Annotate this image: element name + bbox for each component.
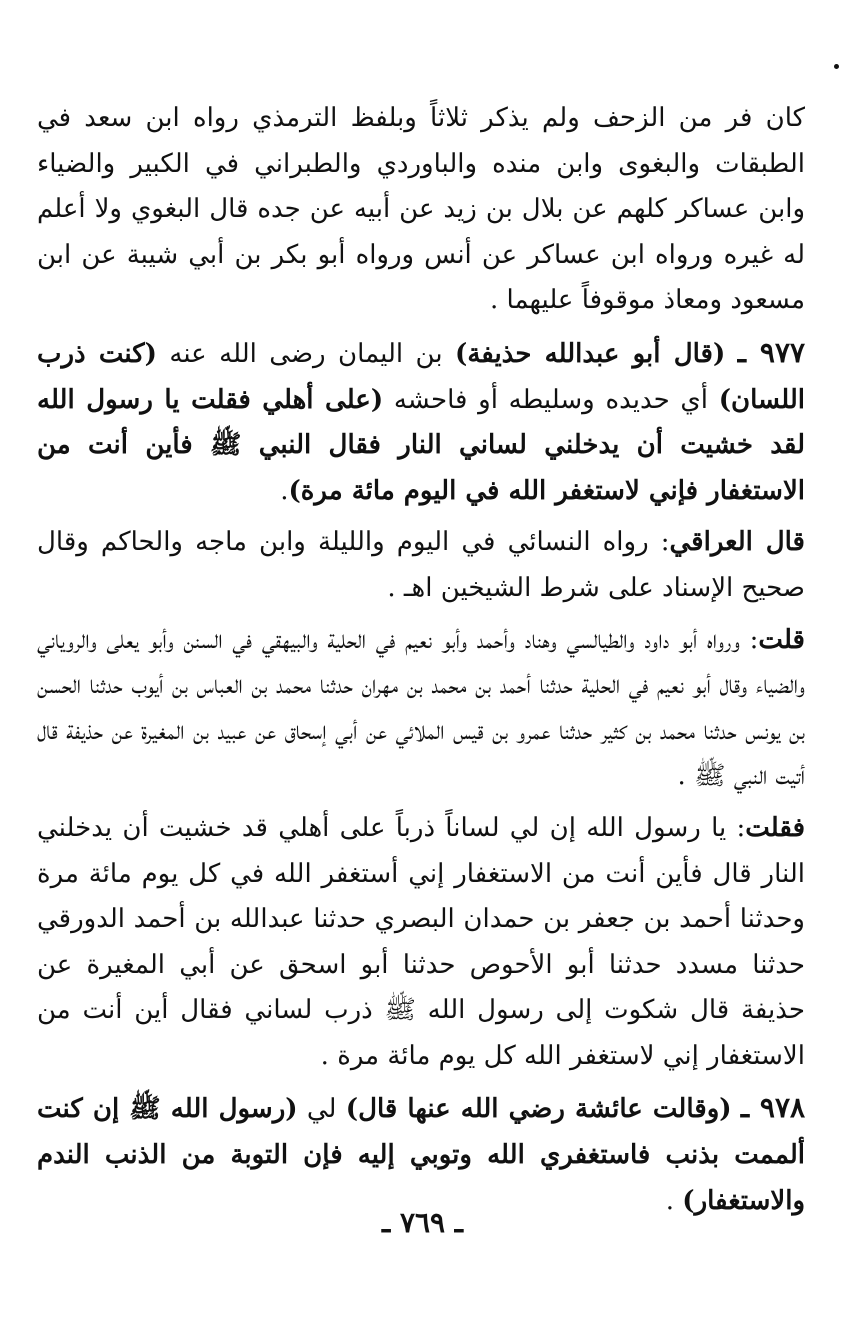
paragraph-qultu-label: قلت xyxy=(758,624,805,655)
hadith-977-quote-b: (على أهلي فقلت يا رسول الله لقد خشيت أن يدخلني لساني النار فقال النبي ﷺ فأين أنت من الاستغفار فإني لاستغفر الله في اليوم مائة مرة) xyxy=(37,384,805,506)
paragraph-faqultu-label: فقلت xyxy=(745,812,805,843)
paragraph-qultu-text: : ورواه أبو داود والطيالسي وهناد وأحمد وأبو نعيم في الحلية والبيهقي في السنن وأبو يعلى والروياني والضياء وقال أبو نعيم في الحلية حدثنا أحمد بن محمد بن مهران حدثنا محمد بن العباس بن أيوب حدثنا الحسن بن يونس حدثنا محمد بن كثير حدثنا عمرو بن قيس الملائي عن أبي إسحاق عن عبيد بن المغيرة عن حذيفة قال أتيت النبي ﷺ . xyxy=(37,624,805,792)
paragraph-faqultu-text: : يا رسول الله إن لي لساناً ذرباً على أهلي قد خشيت أن يدخلني النار قال فأين أنت من الاستغفار إني أستغفر الله في كل يوم مائة مرة وحدثنا أحمد بن جعفر بن حمدان البصري حدثنا عبدالله بن أحمد الدورقي حدثنا مسدد حدثنا أبو الأحوص حدثنا أبو اسحق عن أبي المغيرة عن حذيفة قال شكوت إلى رسول الله ﷺ ذرب لساني فقال أين أنت من الاستغفار إني لاستغفر الله كل يوم مائة مرة . xyxy=(37,812,805,1071)
page-edge-mark xyxy=(834,64,839,69)
hadith-977 xyxy=(37,330,805,514)
hadith-978-end: . xyxy=(665,1185,683,1216)
hadith-977-text-b: أي حديده وسليطه أو فاحشه xyxy=(383,384,719,415)
paragraph-iraqi-label: قال العراقي xyxy=(669,527,805,558)
paragraph-qultu xyxy=(37,618,805,800)
hadith-977-end: . xyxy=(280,475,289,506)
paragraph-faqultu xyxy=(37,806,805,1080)
paragraph-iraqi-text: : رواه النسائي في اليوم والليلة وابن ماجه والحاكم وقال صحيح الإسناد على شرط الشيخين اهـ . xyxy=(37,527,805,603)
hadith-978-quote: (رسول الله ﷺ إن كنت ألممت بذنب فاستغفري الله وتوبي إليه فإن التوبة من الذنب الندم والاستغفار) xyxy=(37,1094,805,1216)
paragraph-1-text: كان فر من الزحف ولم يذكر ثلاثاً وبلفظ الترمذي رواه ابن سعد في الطبقات والبغوى وابن منده والباوردي والطبراني في الكبير والضياء وابن عساكر كلهم عن بلال بن زيد عن أبيه عن جده قال البغوي ولا أعلم له غيره ورواه ابن عساكر عن أنس ورواه أبو بكر بن أبي شيبة عن ابن مسعود ومعاذ موقوفاً عليهما . xyxy=(37,103,805,316)
hadith-977-text-a: بن اليمان رضى الله عنه xyxy=(156,338,456,369)
hadith-977-quote-a: (كنت ذرب اللسان) xyxy=(37,338,805,415)
paragraph-iraqi xyxy=(37,520,805,611)
hadith-977-narrator: (قال أبو عبدالله حذيفة) xyxy=(455,338,726,369)
page-number: ـ ٧٦٩ ـ xyxy=(381,1206,464,1239)
hadith-977-number: ٩٧٧ ـ xyxy=(737,335,806,369)
hadith-978-text-a: لي xyxy=(297,1094,346,1125)
hadith-978-narrator: (وقالت عائشة رضي الله عنها قال) xyxy=(345,1094,732,1125)
page-body xyxy=(37,96,805,1224)
paragraph-1 xyxy=(37,96,805,324)
hadith-978-number: ٩٧٨ ـ xyxy=(740,1091,806,1125)
hadith-978 xyxy=(37,1085,805,1224)
